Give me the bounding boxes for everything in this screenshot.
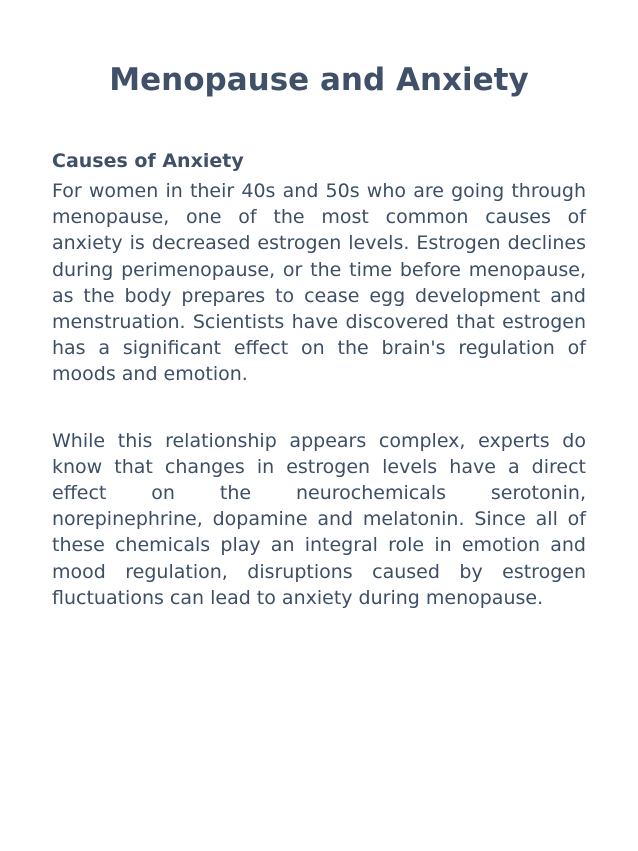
paragraph-neurochemicals: While this relationship appears complex, experts do know that changes in estrogen levels have a direct effect on the neurochemicals serotonin, norepinephrine, dopamine and melatonin. Since all of these chemicals play an integral role in emotion and mood regulation, disruptions caused by estrogen fluctuations can lead to anxiety during menopause.: [52, 429, 586, 609]
page-title: Menopause and Anxiety: [109, 62, 529, 98]
content-body: [52, 146, 586, 611]
section-heading: Causes of Anxiety: [52, 150, 244, 172]
paragraph-causes: For women in their 40s and 50s who are going through menopause, one of the most common causes of anxiety is decreased estrogen levels. Estrogen declines during perimenopause, or the time before menopause, as the body prepares to cease egg development and menstruation. Scientists have discovered that estrogen has a significant effect on the brain's regulation of moods and emotion.: [52, 180, 586, 386]
